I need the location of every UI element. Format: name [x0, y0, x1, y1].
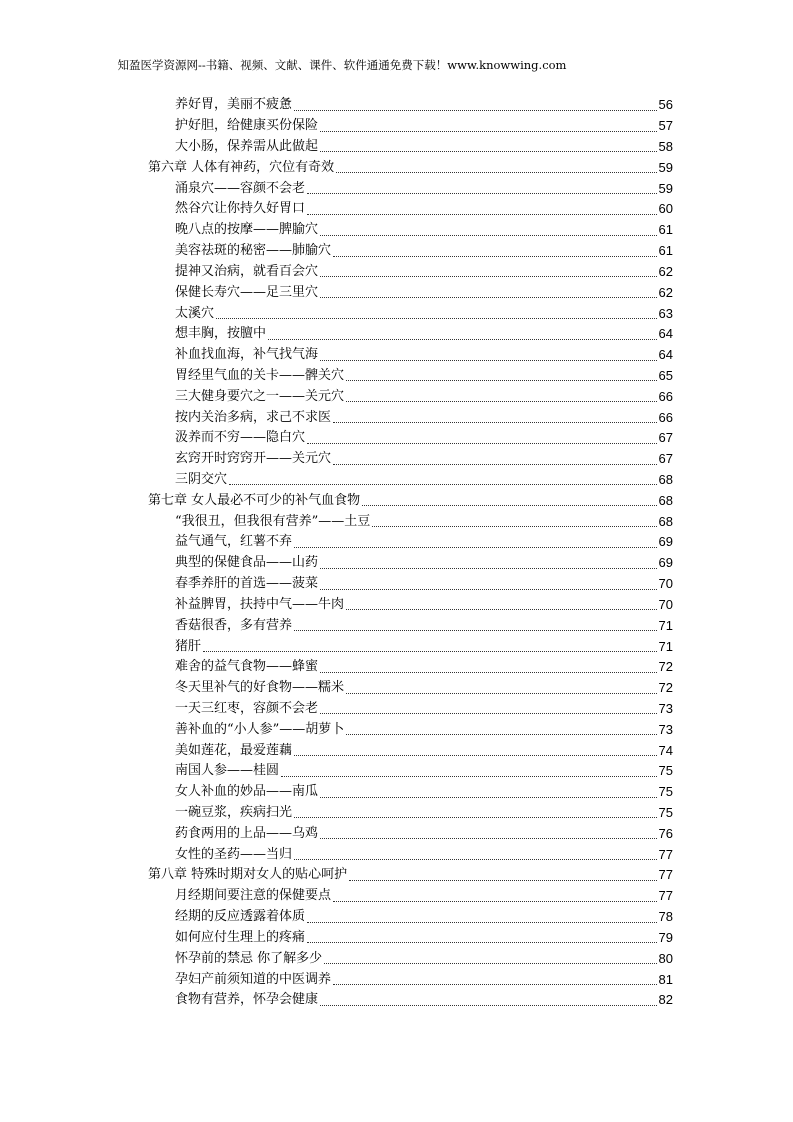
toc-entry[interactable] [148, 595, 673, 616]
toc-entry-title: 食物有营养，怀孕会健康 [175, 992, 319, 1008]
toc-entry[interactable] [148, 719, 673, 740]
toc-page-number: 71 [658, 638, 673, 654]
toc-entry-title: 玄窍开时窍窍开——关元穴 [175, 451, 332, 467]
toc-entry-title: 第七章 女人最必不可少的补气血食物 [148, 492, 361, 508]
toc-entry-title: 按内关治多病，求己不求医 [175, 409, 332, 425]
dot-leader [346, 733, 656, 735]
toc-entry[interactable] [148, 823, 673, 844]
dot-leader [203, 650, 657, 652]
toc-entry[interactable] [148, 907, 673, 928]
toc-entry-title: 养好胃，美丽不疲惫 [175, 97, 293, 113]
toc-page-number: 82 [658, 992, 673, 1008]
dot-leader [281, 775, 657, 777]
toc-entry[interactable] [148, 262, 673, 283]
toc-page-number: 61 [658, 222, 673, 238]
toc-entry-title: 益气通气，红薯不弃 [175, 534, 293, 550]
toc-entry[interactable] [148, 636, 673, 657]
dot-leader [320, 359, 657, 361]
toc-page-number: 57 [658, 118, 673, 134]
toc-entry-title: 南国人参——桂圆 [175, 763, 280, 779]
dot-leader [320, 837, 657, 839]
toc-entry-title: 难舍的益气食物——蜂蜜 [175, 659, 319, 675]
toc-page-number: 77 [658, 867, 673, 883]
toc-chapter-entry[interactable] [148, 490, 673, 511]
toc-entry-title: 三阴交穴 [175, 472, 228, 488]
dot-leader [320, 712, 657, 714]
toc-page-number: 66 [658, 409, 673, 425]
toc-entry-title: 美容祛斑的秘密——肺腧穴 [175, 243, 332, 259]
toc-entry[interactable] [148, 740, 673, 761]
toc-entry-title: 然谷穴让你持久好胃口 [175, 201, 306, 217]
toc-entry[interactable] [148, 532, 673, 553]
dot-leader [320, 234, 657, 236]
toc-page-number: 68 [658, 472, 673, 488]
dot-leader [333, 900, 657, 902]
toc-page-number: 66 [658, 388, 673, 404]
toc-entry[interactable] [148, 886, 673, 907]
dot-leader [372, 525, 656, 527]
toc-entry[interactable] [148, 116, 673, 137]
toc-page-number: 56 [658, 97, 673, 113]
toc-entry[interactable] [148, 199, 673, 220]
toc-page-number: 75 [658, 784, 673, 800]
toc-entry-title: 汲养而不穷——隐白穴 [175, 430, 306, 446]
toc-entry-title: 春季养肝的首选——菠菜 [175, 576, 319, 592]
toc-entry-title: 三大健身要穴之一——关元穴 [175, 388, 345, 404]
toc-page-number: 65 [658, 367, 673, 383]
toc-page-number: 77 [658, 888, 673, 904]
toc-entry-title: 想丰胸，按膻中 [175, 326, 267, 342]
toc-entry[interactable] [148, 761, 673, 782]
toc-page-number: 67 [658, 451, 673, 467]
toc-entry[interactable] [148, 428, 673, 449]
toc-page-number: 73 [658, 700, 673, 716]
toc-entry[interactable] [148, 844, 673, 865]
toc-entry-title: 女性的圣药——当归 [175, 846, 293, 862]
dot-leader [320, 1004, 657, 1006]
toc-entry[interactable] [148, 969, 673, 990]
toc-entry[interactable] [148, 990, 673, 1011]
dot-leader [307, 941, 657, 943]
toc-entry-title: 保健长寿穴——足三里穴 [175, 284, 319, 300]
dot-leader [362, 504, 656, 506]
toc-entry-title: 补益脾胃，扶持中气——牛肉 [175, 596, 345, 612]
dot-leader [307, 213, 657, 215]
dot-leader [294, 816, 657, 818]
dot-leader [294, 858, 657, 860]
dot-leader [324, 962, 656, 964]
toc-entry-title: 经期的反应透露着体质 [175, 909, 306, 925]
toc-page-number: 72 [658, 659, 673, 675]
toc-page-number: 69 [658, 555, 673, 571]
toc-page-number: 77 [658, 846, 673, 862]
dot-leader [294, 109, 657, 111]
toc-page-number: 76 [658, 825, 673, 841]
dot-leader [333, 983, 657, 985]
toc-entry-title: 涌泉穴——容颜不会老 [175, 180, 306, 196]
dot-leader [320, 150, 657, 152]
toc-page-number: 80 [658, 950, 673, 966]
toc-entry-title: 美如莲花，最爱莲藕 [175, 742, 293, 758]
toc-entry[interactable] [148, 803, 673, 824]
toc-entry-title: 护好胆，给健康买份保险 [175, 118, 319, 134]
toc-page-number: 71 [658, 617, 673, 633]
toc-page-number: 68 [658, 513, 673, 529]
toc-entry-title: 怀孕前的禁忌 你了解多少 [175, 950, 323, 966]
toc-page-number: 62 [658, 263, 673, 279]
dot-leader [320, 796, 657, 798]
toc-entry-title: 香菇很香，多有营养 [175, 617, 293, 633]
toc-entry-title: 猪肝 [175, 638, 202, 654]
toc-entry[interactable] [148, 928, 673, 949]
toc-entry[interactable] [148, 678, 673, 699]
toc-entry[interactable] [148, 449, 673, 470]
toc-page-number: 75 [658, 763, 673, 779]
toc-chapter-entry[interactable] [148, 865, 673, 886]
toc-entry-title: 典型的保健食品——山药 [175, 555, 319, 571]
toc-page-number: 69 [658, 534, 673, 550]
dot-leader [320, 275, 657, 277]
toc-entry[interactable] [148, 699, 673, 720]
toc-entry-title: 善补血的“小人参”——胡萝卜 [175, 721, 345, 737]
toc-page-number: 67 [658, 430, 673, 446]
toc-entry[interactable] [148, 282, 673, 303]
dot-leader [336, 171, 656, 173]
toc-page-number: 59 [658, 159, 673, 175]
dot-leader [216, 317, 657, 319]
toc-entry[interactable] [148, 303, 673, 324]
dot-leader [333, 421, 657, 423]
toc-page-number: 64 [658, 326, 673, 342]
toc-page-number: 62 [658, 284, 673, 300]
toc-page-number: 74 [658, 742, 673, 758]
dot-leader [307, 921, 657, 923]
toc-entry-title: 如何应付生理上的疼痛 [175, 929, 306, 945]
toc-page-number: 58 [658, 139, 673, 155]
toc-entry[interactable] [148, 553, 673, 574]
dot-leader [307, 442, 657, 444]
toc-page-number: 70 [658, 596, 673, 612]
toc-entry-title: 冬天里补气的好食物——糯米 [175, 680, 345, 696]
toc-entry-title: 补血找血海，补气找气海 [175, 347, 319, 363]
dot-leader [294, 629, 657, 631]
toc-entry-title: 胃经里气血的关卡——髀关穴 [175, 367, 345, 383]
dot-leader [333, 255, 657, 257]
toc-page-number: 60 [658, 201, 673, 217]
dot-leader [294, 546, 657, 548]
toc-entry[interactable] [148, 220, 673, 241]
toc-entry-title: 一碗豆浆，疾病扫光 [175, 805, 293, 821]
toc-entry[interactable] [148, 95, 673, 116]
table-of-contents [148, 95, 673, 1011]
toc-page-number: 81 [658, 971, 673, 987]
dot-leader [346, 400, 657, 402]
toc-entry-title: 太溪穴 [175, 305, 215, 321]
dot-leader [294, 754, 657, 756]
dot-leader [333, 463, 657, 465]
toc-entry-title: “我很丑，但我很有营养”——土豆 [175, 513, 371, 529]
dot-leader [320, 567, 657, 569]
toc-page-number: 72 [658, 680, 673, 696]
toc-page-number: 68 [658, 492, 673, 508]
toc-entry-title: 一天三红枣，容颜不会老 [175, 700, 319, 716]
dot-leader [346, 379, 657, 381]
dot-leader [346, 692, 657, 694]
toc-entry[interactable] [148, 615, 673, 636]
toc-entry-title: 晚八点的按摩——脾腧穴 [175, 222, 319, 238]
toc-entry-title: 提神又治病，就看百会穴 [175, 263, 319, 279]
toc-page-number: 79 [658, 929, 673, 945]
toc-entry[interactable] [148, 782, 673, 803]
toc-entry[interactable] [148, 511, 673, 532]
toc-entry-title: 女人补血的妙品——南瓜 [175, 784, 319, 800]
toc-entry-title: 第六章 人体有神药，穴位有奇效 [148, 159, 335, 175]
toc-entry-title: 药食两用的上品——乌鸡 [175, 825, 319, 841]
toc-entry-title: 孕妇产前须知道的中医调养 [175, 971, 332, 987]
toc-page-number: 64 [658, 347, 673, 363]
toc-entry[interactable] [148, 657, 673, 678]
toc-page-number: 78 [658, 909, 673, 925]
toc-entry[interactable] [148, 178, 673, 199]
dot-leader [320, 588, 657, 590]
dot-leader [349, 879, 656, 881]
dot-leader [320, 671, 657, 673]
toc-entry[interactable] [148, 470, 673, 491]
toc-entry-title: 大小肠，保养需从此做起 [175, 139, 319, 155]
dot-leader [229, 483, 657, 485]
dot-leader [307, 192, 657, 194]
dot-leader [320, 296, 657, 298]
toc-page-number: 59 [658, 180, 673, 196]
toc-entry[interactable] [148, 324, 673, 345]
toc-page-number: 70 [658, 576, 673, 592]
toc-entry[interactable] [148, 345, 673, 366]
toc-entry[interactable] [148, 948, 673, 969]
dot-leader [346, 608, 657, 610]
toc-chapter-entry[interactable] [148, 157, 673, 178]
toc-page-number: 61 [658, 243, 673, 259]
toc-entry[interactable] [148, 386, 673, 407]
toc-entry-title: 第八章 特殊时期对女人的贴心呵护 [148, 867, 348, 883]
toc-entry[interactable] [148, 137, 673, 158]
dot-leader [320, 130, 657, 132]
page-header: 知盈医学资源网--书籍、视频、文献、课件、软件通通免费下载！www.knowwing.com [117, 58, 567, 72]
toc-entry[interactable] [148, 241, 673, 262]
toc-entry-title: 月经期间要注意的保健要点 [175, 888, 332, 904]
toc-page-number: 63 [658, 305, 673, 321]
toc-entry[interactable] [148, 366, 673, 387]
toc-entry[interactable] [148, 574, 673, 595]
toc-page-number: 73 [658, 721, 673, 737]
toc-page-number: 75 [658, 805, 673, 821]
dot-leader [268, 338, 657, 340]
toc-entry[interactable] [148, 407, 673, 428]
